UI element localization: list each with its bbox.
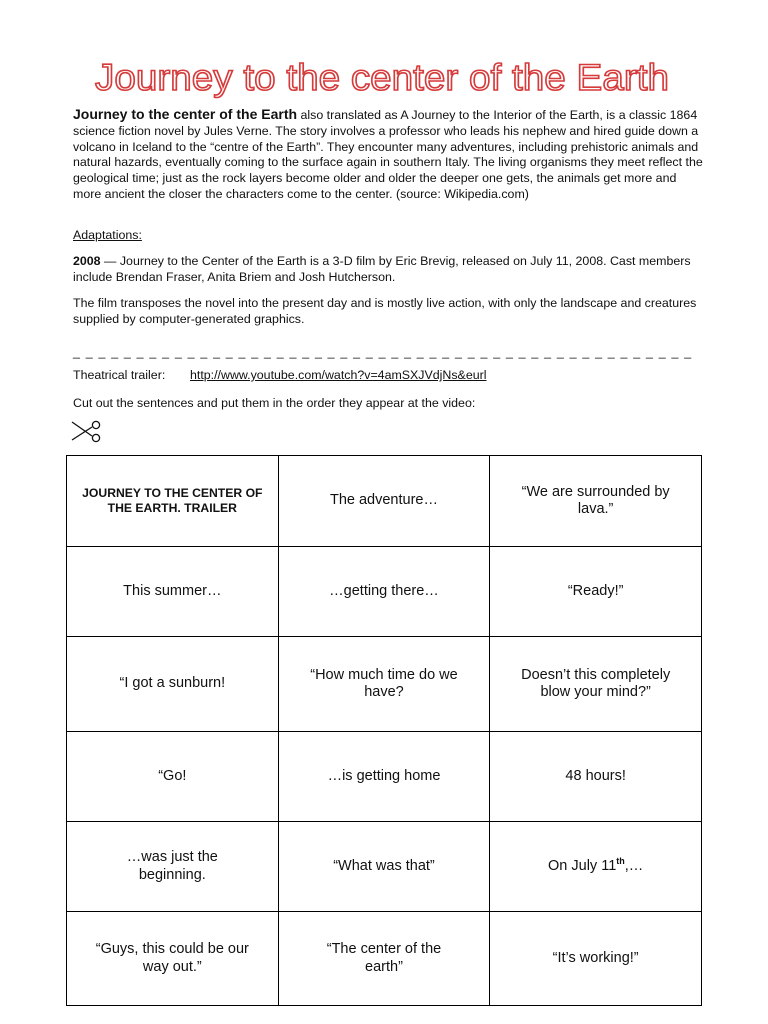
sentence-card: This summer… (67, 547, 279, 637)
sentence-card: “What was that” (278, 822, 490, 912)
sentence-card: 48 hours! (490, 732, 702, 822)
table-row (67, 456, 702, 547)
film-paragraph: The film transposes the novel into the present day and is mostly live action, with only the landscape and creatures supplied by computer-generated graphics. (73, 296, 697, 326)
sentence-cards-table (66, 455, 702, 1006)
page-title: Journey to the center of the Earth (95, 57, 669, 98)
sentence-card: “Guys, this could be our way out.” (67, 912, 279, 1006)
sentence-card: “I got a sunburn! (67, 637, 279, 732)
trailer-label: Theatrical trailer: (73, 368, 166, 382)
date-after: ,… (624, 857, 644, 874)
table-row (67, 912, 702, 1006)
adaptations-heading: Adaptations: (73, 228, 142, 242)
sentence-card: “We are surrounded by lava.” (490, 456, 702, 547)
sentence-card: …getting there… (278, 547, 490, 637)
date-main: On July 11 (548, 857, 617, 874)
sentence-card: …was just the beginning. (67, 822, 279, 912)
sentence-card: “How much time do we have? (278, 637, 490, 732)
table-row (67, 822, 702, 912)
intro-text: also translated as A Journey to the Interior of the Earth, is a classic 1864 science fiction novel by Jules Verne. The story involves a professor who leads his nephew and hired guide down a volcano in Iceland to the “centre of the Earth”. They encounter many adventures, including prehistoric animals and natural hazards, eventually coming to the surface again in southern Italy. The living organisms they meet reflect the geological time; just as the rock layers become older and older the deeper one gets, the animals get more and more ancient the closer the characters come to the center. (source: Wikipedia.com) (73, 108, 703, 201)
sentence-card: Doesn’t this completely blow your mind?” (490, 637, 702, 732)
instruction-text: Cut out the sentences and put them in the order they appear at the video: (73, 396, 476, 410)
table-row (67, 732, 702, 822)
card-heading: JOURNEY TO THE CENTER OF THE EARTH. TRAILER (67, 456, 279, 547)
adaptation-year: 2008 (73, 254, 101, 268)
date-suffix: th (616, 855, 625, 866)
scissors-icon (70, 418, 102, 446)
sentence-card: The adventure… (278, 456, 490, 547)
sentence-card: “Go! (67, 732, 279, 822)
trailer-row (73, 368, 487, 382)
adaptation-text: — Journey to the Center of the Earth is a 3-D film by Eric Brevig, released on July 11, 2008. Cast members include Brendan Fraser, Anita Briem and Josh Hutcherson. (73, 254, 691, 284)
sentence-card: “The center of the earth” (278, 912, 490, 1006)
intro-paragraph (73, 107, 703, 203)
sentence-card: “It’s working!” (490, 912, 702, 1006)
sentence-card: “Ready!” (490, 547, 702, 637)
title-graphic (0, 46, 768, 108)
cut-divider: _ _ _ _ _ _ _ _ _ _ _ _ _ _ _ _ _ _ _ _ _ _ _ _ _ _ _ _ _ _ _ _ _ _ _ _ _ _ _ _ _ _ _ _ _ _ _ _ _ (73, 345, 693, 359)
trailer-link[interactable]: http://www.youtube.com/watch?v=4amSXJVdjNs&eurl (190, 368, 487, 382)
title-banner (0, 46, 768, 108)
intro-lead: Journey to the center of the Earth (73, 106, 298, 122)
sentence-card-date (490, 822, 702, 912)
adaptation-paragraph (73, 254, 703, 286)
table-row (67, 637, 702, 732)
table-row (67, 547, 702, 637)
sentence-card: …is getting home (278, 732, 490, 822)
